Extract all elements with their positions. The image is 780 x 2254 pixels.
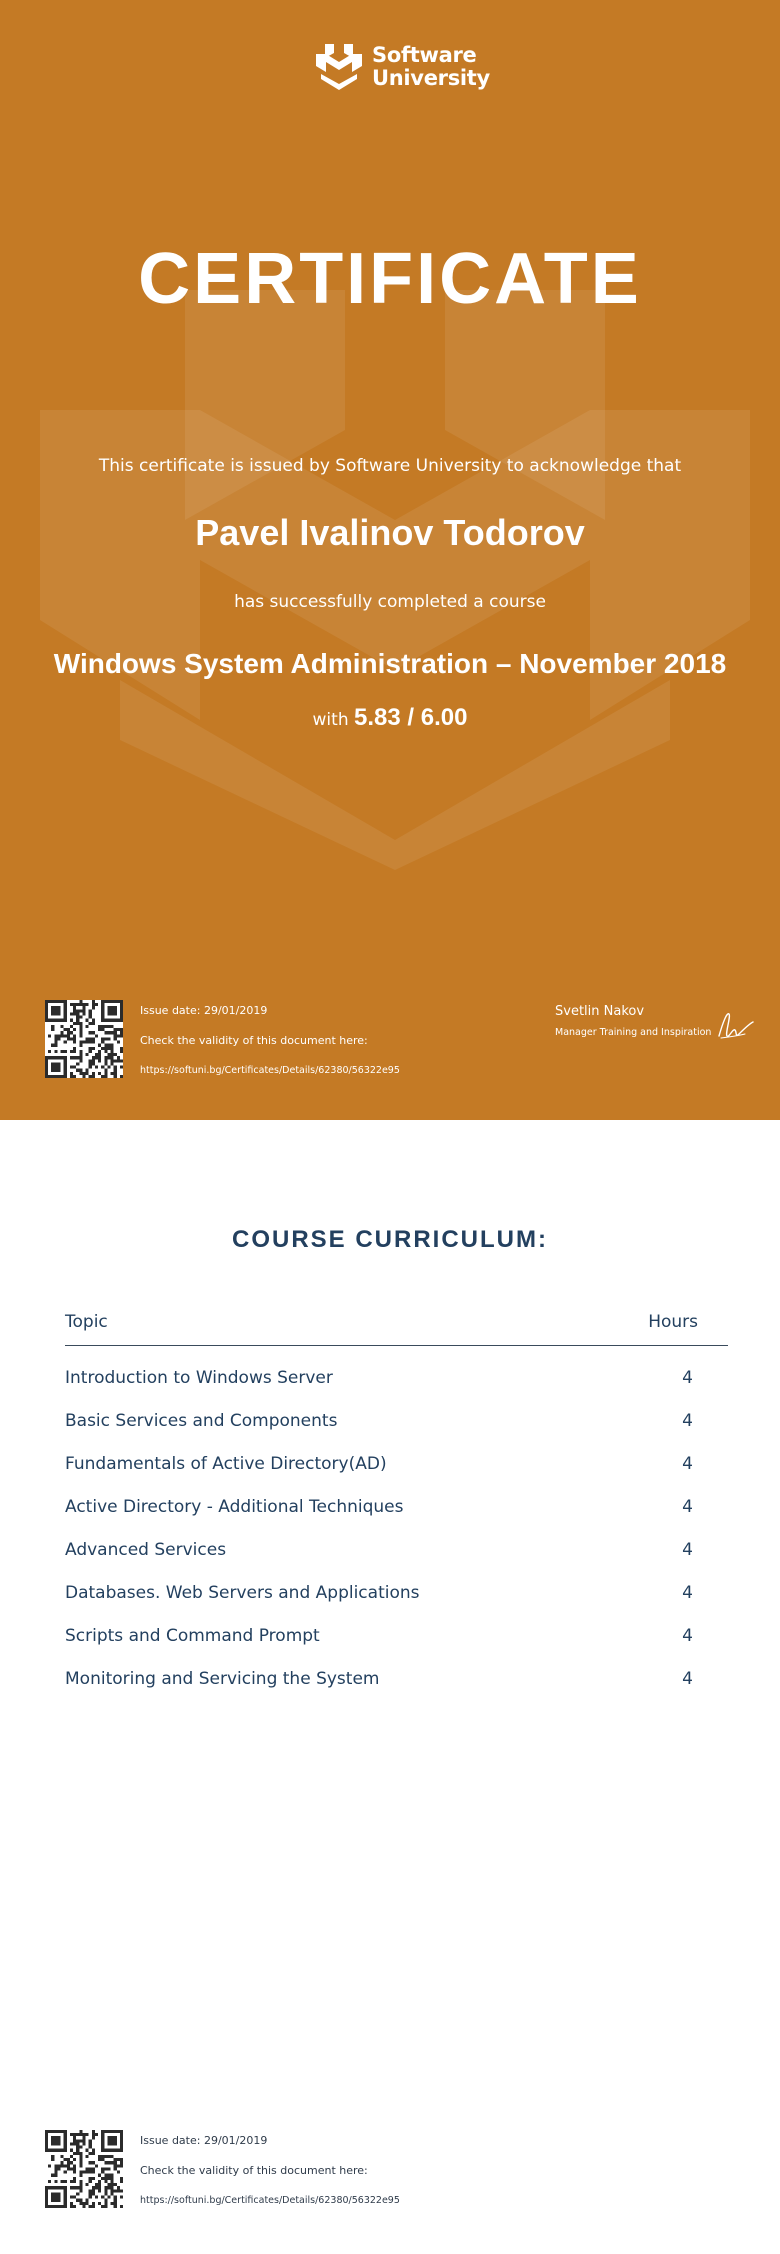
certificate-title: CERTIFICATE <box>138 239 642 319</box>
topic-cell: Scripts and Command Prompt <box>65 1626 320 1646</box>
hours-cell: 4 <box>682 1626 693 1646</box>
course-name: Windows System Administration – November 2018 <box>53 648 727 679</box>
validity-link[interactable]: https://softuni.bg/Certificates/Details/62380/56322e95 <box>140 1065 400 1076</box>
softuni-watermark-icon <box>40 290 750 870</box>
qr-code-graphic <box>45 2130 123 2208</box>
signature-icon <box>715 1004 755 1044</box>
curriculum-title: COURSE CURRICULUM: <box>232 1226 548 1253</box>
footer-meta <box>140 2134 400 2206</box>
table-row <box>65 1540 728 1583</box>
certificate-meta <box>140 1004 400 1076</box>
table-row <box>65 1583 728 1626</box>
logo-text <box>372 44 490 90</box>
grade-line <box>0 704 780 732</box>
footer-issue-date: Issue date: 29/01/2019 <box>140 2134 268 2147</box>
footer-validity-link[interactable]: https://softuni.bg/Certificates/Details/62380/56322e95 <box>140 2195 400 2206</box>
grade-prefix: with <box>312 710 349 730</box>
grade-value: 5.83 / 6.00 <box>354 704 468 731</box>
issue-date: Issue date: 29/01/2019 <box>140 1004 268 1017</box>
softuni-logo <box>314 42 490 92</box>
table-row <box>65 1669 728 1712</box>
logo-text-line1: Software <box>372 43 477 67</box>
recipient-name: Pavel Ivalinov Todorov <box>195 512 585 553</box>
hours-cell: 4 <box>682 1540 693 1560</box>
hours-cell: 4 <box>682 1583 693 1603</box>
topic-cell: Databases. Web Servers and Applications <box>65 1583 420 1603</box>
softuni-logo-icon <box>314 42 364 92</box>
topic-cell: Introduction to Windows Server <box>65 1368 333 1388</box>
validity-text: Check the validity of this document here: <box>140 1034 368 1047</box>
certificate-page <box>0 0 780 1120</box>
column-header-topic: Topic <box>65 1312 108 1332</box>
completion-text: has successfully completed a course <box>234 592 546 612</box>
footer-qr-code-icon <box>45 2130 123 2208</box>
hours-cell: 4 <box>682 1497 693 1517</box>
qr-code-icon <box>45 1000 123 1078</box>
table-row <box>65 1454 728 1497</box>
qr-code-graphic <box>45 1000 123 1078</box>
hours-cell: 4 <box>682 1368 693 1388</box>
hours-cell: 4 <box>682 1454 693 1474</box>
topic-cell: Advanced Services <box>65 1540 227 1560</box>
table-row <box>65 1626 728 1669</box>
hours-cell: 4 <box>682 1411 693 1431</box>
topic-cell: Active Directory - Additional Techniques <box>65 1497 404 1517</box>
signer-block <box>555 1004 711 1038</box>
signer-name: Svetlin Nakov <box>555 1004 645 1019</box>
table-header <box>65 1312 728 1346</box>
topic-cell: Basic Services and Components <box>65 1411 338 1431</box>
topic-cell: Monitoring and Servicing the System <box>65 1669 380 1689</box>
table-row <box>65 1411 728 1454</box>
table-row <box>65 1368 728 1411</box>
logo-text-line2: University <box>372 66 490 90</box>
table-row <box>65 1497 728 1540</box>
footer-validity-text: Check the validity of this document here: <box>140 2164 368 2177</box>
table-body <box>65 1368 728 1712</box>
column-header-hours: Hours <box>648 1312 698 1332</box>
curriculum-table <box>65 1312 728 1712</box>
topic-cell: Fundamentals of Active Directory(AD) <box>65 1454 387 1474</box>
signer-role: Manager Training and Inspiration <box>555 1027 712 1038</box>
certificate-intro: This certificate is issued by Software University to acknowledge that <box>98 456 682 476</box>
hours-cell: 4 <box>682 1669 693 1689</box>
